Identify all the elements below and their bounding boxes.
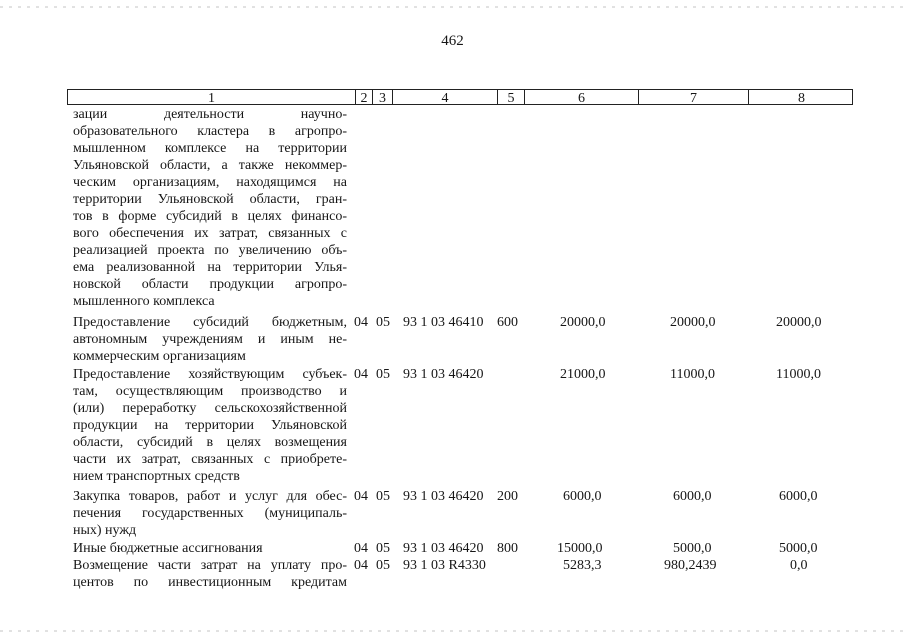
- row-description-line: автономным учреждениям и иным не-: [73, 332, 347, 347]
- continuation-line: вого обеспечения их затрат, связанных с: [73, 226, 347, 241]
- row-description-line: Иные бюджетные ассигнования: [73, 541, 263, 556]
- continuation-line: ема реализованной на территории Улья-: [73, 260, 347, 275]
- amount-col-6: 20000,0: [560, 315, 606, 330]
- row-description-line: части их затрат, связанных с приобрете-: [73, 452, 347, 467]
- amount-col-8: 6000,0: [779, 489, 818, 504]
- column-header-7: 7: [639, 90, 749, 104]
- row-description-line: (или) переработку сельскохозяйственной: [73, 401, 347, 416]
- amount-col-7: 5000,0: [673, 541, 712, 556]
- continuation-line: реализацией проекта по увеличению объ-: [73, 243, 347, 258]
- subsection-code: 05: [376, 558, 390, 573]
- scan-edge-top: [0, 6, 905, 8]
- section-code: 04: [354, 367, 368, 382]
- continuation-line: образовательного кластера в агропро-: [73, 124, 347, 139]
- row-description-line: центов по инвестиционным кредитам: [73, 575, 347, 590]
- row-description-line: области, субсидий в целях возмещения: [73, 435, 347, 450]
- subsection-code: 05: [376, 541, 390, 556]
- amount-col-7: 6000,0: [673, 489, 712, 504]
- section-code: 04: [354, 541, 368, 556]
- row-description-line: продукции на территории Ульяновской: [73, 418, 347, 433]
- column-header-8: 8: [798, 91, 805, 106]
- column-header-4: 4: [393, 90, 498, 104]
- amount-col-6: 6000,0: [563, 489, 602, 504]
- column-header-3: 3: [373, 90, 393, 104]
- row-description-line: ных) нужд: [73, 523, 137, 538]
- expense-type-code: 600: [497, 315, 518, 330]
- continuation-line: зации деятельности научно-: [73, 107, 347, 122]
- section-code: 04: [354, 558, 368, 573]
- column-header-2: 2: [356, 90, 373, 104]
- subsection-code: 05: [376, 489, 390, 504]
- continuation-line: территории Ульяновской области, гран-: [73, 192, 347, 207]
- table-header: [67, 89, 853, 105]
- section-code: 04: [354, 489, 368, 504]
- amount-col-7: 20000,0: [670, 315, 716, 330]
- row-description-line: Возмещение части затрат на уплату про-: [73, 558, 347, 573]
- continuation-line: мышленного комплекса: [73, 294, 215, 309]
- row-description-line: Предоставление хозяйствующим субъек-: [73, 367, 347, 382]
- amount-col-8: 0,0: [790, 558, 808, 573]
- continuation-line: ческим организациям, находящимся на: [73, 175, 347, 190]
- row-description-line: Предоставление субсидий бюджетным,: [73, 315, 347, 330]
- amount-col-8: 20000,0: [776, 315, 822, 330]
- subsection-code: 05: [376, 315, 390, 330]
- amount-col-7: 980,2439: [664, 558, 717, 573]
- target-article-code: 93 1 03 46420: [403, 489, 484, 504]
- amount-col-6: 15000,0: [557, 541, 603, 556]
- column-header-1: 1: [68, 90, 356, 104]
- expense-type-code: 200: [497, 489, 518, 504]
- row-description-line: Закупка товаров, работ и услуг для обес-: [73, 489, 347, 504]
- continuation-line: тов в форме субсидий в целях финансо-: [73, 209, 347, 224]
- continuation-line: новской области продукции агропро-: [73, 277, 347, 292]
- page-number: 462: [441, 33, 464, 49]
- subsection-code: 05: [376, 367, 390, 382]
- row-description-line: нием транспортных средств: [73, 469, 240, 484]
- amount-col-8: 5000,0: [779, 541, 818, 556]
- row-description-line: коммерческим организациям: [73, 349, 246, 364]
- amount-col-6: 21000,0: [560, 367, 606, 382]
- target-article-code: 93 1 03 R4330: [403, 558, 486, 573]
- scan-edge-bottom: [0, 630, 905, 632]
- amount-col-7: 11000,0: [670, 367, 715, 382]
- amount-col-6: 5283,3: [563, 558, 602, 573]
- column-header-5: 5: [498, 90, 525, 104]
- target-article-code: 93 1 03 46420: [403, 541, 484, 556]
- target-article-code: 93 1 03 46410: [403, 315, 484, 330]
- row-description-line: печения государственных (муниципаль-: [73, 506, 347, 521]
- expense-type-code: 800: [497, 541, 518, 556]
- section-code: 04: [354, 315, 368, 330]
- row-description-line: там, осуществляющим производство и: [73, 384, 347, 399]
- target-article-code: 93 1 03 46420: [403, 367, 484, 382]
- amount-col-8: 11000,0: [776, 367, 821, 382]
- column-header-6: 6: [525, 90, 639, 104]
- continuation-line: мышленном комплексе на территории: [73, 141, 347, 156]
- continuation-line: Ульяновской области, а также некоммер-: [73, 158, 347, 173]
